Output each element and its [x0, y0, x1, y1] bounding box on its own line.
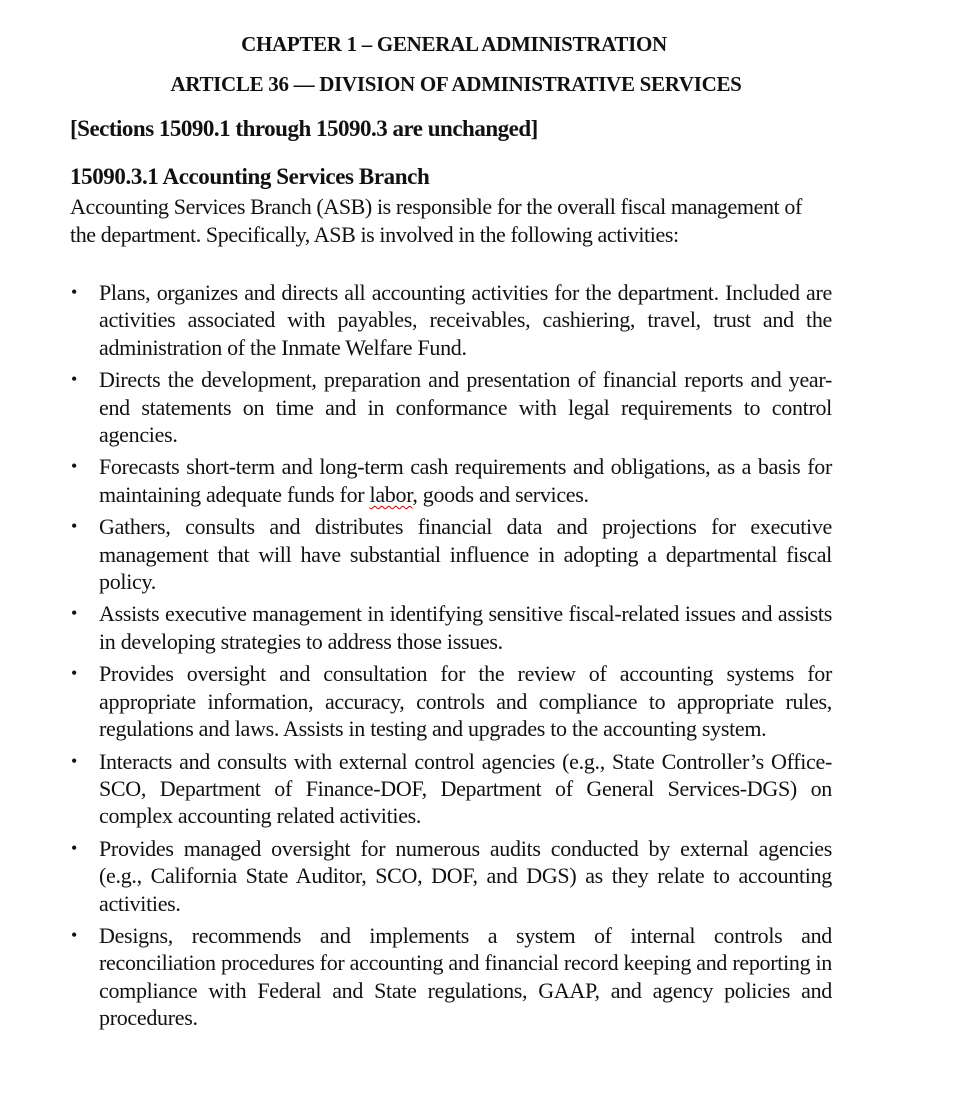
list-item — [70, 835, 832, 917]
bullet-icon: • — [71, 516, 78, 537]
list-item-text: Interacts and consults with external control agencies (e.g., State Controller’s Office-SCO, Department of Finance-DOF, Department of General Services-DGS) on complex accounting related activities. — [99, 748, 832, 829]
intro-paragraph: Accounting Services Branch (ASB) is responsible for the overall fiscal management of the department. Specifically, ASB is involved in the following activities: — [70, 194, 802, 247]
chapter-title: CHAPTER 1 – GENERAL ADMINISTRATION — [241, 32, 667, 56]
bullet-icon: • — [71, 603, 78, 624]
bullet-icon: • — [71, 750, 78, 771]
bullet-icon: • — [71, 837, 78, 858]
list-item-text: Provides managed oversight for numerous audits conducted by external agencies (e.g., California State Auditor, SCO, DOF, and DGS) as they relate to accounting activities. — [99, 835, 832, 916]
list-item — [70, 600, 832, 655]
section-heading: 15090.3.1 Accounting Services Branch — [70, 164, 430, 189]
list-item-text: Provides oversight and consultation for the review of accounting systems for appropriate information, accuracy, controls and compliance to appropriate rules, regulations and laws. Assists in testing and upgrades to the accounting system. — [99, 661, 832, 742]
article-title: ARTICLE 36 — DIVISION OF ADMINISTRATIVE SERVICES — [170, 72, 742, 96]
unchanged-sections-note: [Sections 15090.1 through 15090.3 are unchanged] — [70, 116, 538, 141]
list-item-text: Plans, organizes and directs all accounting activities for the department. Included are activities associated with payables, receivables, cashiering, travel, trust and the administration of the Inmate Welfare Fund. — [99, 280, 832, 360]
list-item — [70, 922, 832, 1032]
list-item-text: Assists executive management in identifying sensitive fiscal-related issues and assists in developing strategies to address those issues. — [99, 601, 832, 654]
list-item — [70, 453, 832, 508]
list-item — [70, 279, 832, 361]
text-after-flagged-word: , goods and services. — [412, 481, 589, 507]
list-item — [70, 513, 832, 595]
bullet-icon: • — [71, 924, 78, 945]
text-before-flagged-word: Forecasts short-term and long-term cash requirements and obligations, as a basis for maintaining adequate funds for — [99, 454, 832, 507]
bullet-icon: • — [71, 663, 78, 684]
bullet-icon: • — [71, 456, 78, 477]
list-item — [70, 366, 832, 448]
activities-list — [70, 279, 832, 1037]
bullet-icon: • — [71, 369, 78, 390]
list-item-text — [99, 454, 832, 506]
list-item-text: Gathers, consults and distributes financial data and projections for executive management that will have substantial influence in adopting a departmental fiscal policy. — [99, 514, 832, 595]
spellcheck-flagged-word[interactable]: labor — [369, 481, 413, 507]
list-item — [70, 660, 832, 742]
list-item-text: Designs, recommends and implements a system of internal controls and reconciliation procedures for accounting and financial record keeping and reporting in compliance with Federal and State regulations, GAAP, and agency policies and procedures. — [99, 922, 832, 1031]
bullet-icon: • — [71, 282, 78, 302]
list-item-text: Directs the development, preparation and presentation of financial reports and year-end statements on time and in conformance with legal requirements to control agencies. — [99, 367, 832, 448]
list-item — [70, 748, 832, 830]
